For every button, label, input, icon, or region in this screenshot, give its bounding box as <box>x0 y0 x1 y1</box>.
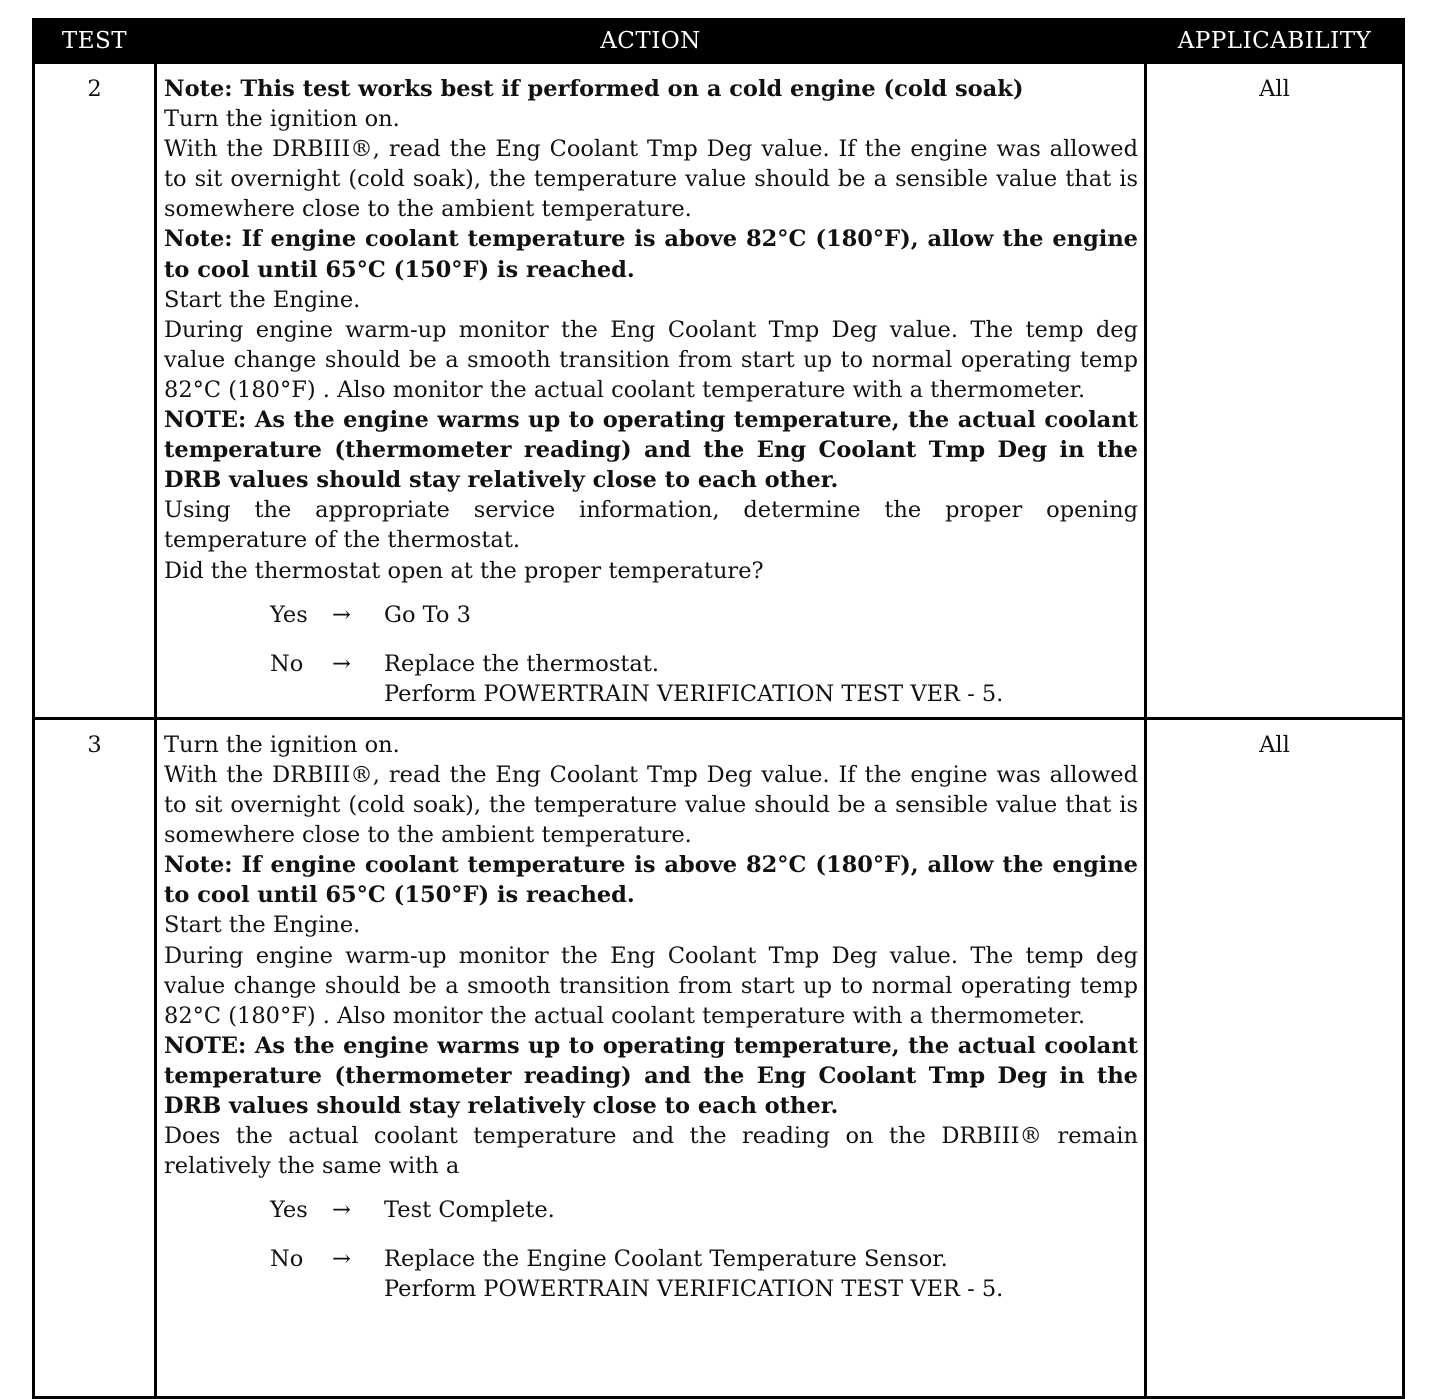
header-action: ACTION <box>156 20 1146 63</box>
action-cell <box>156 63 1146 719</box>
step-text: Start the Engine. <box>164 286 361 313</box>
step-text: Does the actual coolant temperature and the reading on the DRBIII® remain relatively the same with a <box>164 1123 1138 1180</box>
step-text: Start the Engine. <box>164 912 361 939</box>
applicability-value: All <box>1146 63 1404 719</box>
step-text: Using the appropriate service information, determine the proper opening temperature of the thermostat. <box>164 497 1138 554</box>
applicability-value: All <box>1146 718 1404 1397</box>
note-text: Note: If engine coolant temperature is above 82°C (180°F), allow the engine to cool until 65°C (150°F) is reached. <box>164 226 1138 283</box>
step-text: With the DRBIII®, read the Eng Coolant Tmp Deg value. If the engine was allowed to sit overnight (cold soak), the temperature value should be a sensible value that is somewhere close to the ambient temperature. <box>164 136 1138 223</box>
note-text: NOTE: As the engine warms up to operating temperature, the actual coolant temperature (thermometer reading) and the Eng Coolant Tmp Deg in the DRB values should stay relatively close to each other. <box>164 407 1138 494</box>
outcome-answer: Yes <box>270 601 308 628</box>
header-test: TEST <box>34 20 156 63</box>
action-steps <box>164 74 1138 586</box>
action-cell <box>156 718 1146 1397</box>
step-text: During engine warm-up monitor the Eng Coolant Tmp Deg value. The temp deg value change should be a smooth transition from start up to normal operating temp 82°C (180°F) . Also monitor the actual coolant temperature with a thermometer. <box>164 942 1138 1029</box>
table-header-row <box>34 20 1404 63</box>
outcome-result-line: Perform POWERTRAIN VERIFICATION TEST VER - 5. <box>384 1276 1004 1303</box>
outcome-yes <box>270 600 1138 630</box>
arrow-right-icon: → <box>332 1197 351 1224</box>
outcome-answer: No <box>270 650 304 677</box>
outcome-result-line: Replace the thermostat. <box>384 650 660 677</box>
outcome-answer: No <box>270 1246 304 1273</box>
step-text: With the DRBIII®, read the Eng Coolant Tmp Deg value. If the engine was allowed to sit overnight (cold soak), the temperature value should be a sensible value that is somewhere close to the ambient temperature. <box>164 761 1138 849</box>
outcome-result <box>384 600 1138 630</box>
test-number: 3 <box>34 718 156 1397</box>
test-row <box>34 718 1404 1397</box>
outcome-result <box>384 1195 1138 1225</box>
arrow-right-icon: → <box>332 650 351 677</box>
outcome-result-line: Replace the Engine Coolant Temperature Sensor. <box>384 1246 948 1273</box>
outcome-no <box>270 1244 1138 1304</box>
step-text: Turn the ignition on. <box>164 106 400 133</box>
outcome-list <box>270 1195 1138 1304</box>
action-steps <box>164 730 1138 1181</box>
outcome-result-line: Go To 3 <box>384 601 471 628</box>
outcome-result <box>384 649 1138 709</box>
note-text: NOTE: As the engine warms up to operating temperature, the actual coolant temperature (thermometer reading) and the Eng Coolant Tmp Deg in the DRB values should stay relatively close to each other. <box>164 1032 1138 1119</box>
outcome-result-line: Perform POWERTRAIN VERIFICATION TEST VER - 5. <box>384 680 1004 707</box>
outcome-result <box>384 1244 1138 1304</box>
arrow-right-icon: → <box>332 601 351 628</box>
outcome-no <box>270 649 1138 709</box>
test-number: 2 <box>34 63 156 719</box>
outcome-result-line: Test Complete. <box>384 1197 555 1224</box>
note-text: Note: If engine coolant temperature is above 82°C (180°F), allow the engine to cool until 65°C (150°F) is reached. <box>164 852 1138 909</box>
diagnostic-test-table <box>32 18 1405 1399</box>
outcome-list <box>270 600 1138 709</box>
header-applicability: APPLICABILITY <box>1146 20 1404 63</box>
step-text: Did the thermostat open at the proper temperature? <box>164 557 764 584</box>
note-text: Note: This test works best if performed on a cold engine (cold soak) <box>164 76 1024 102</box>
outcome-answer: Yes <box>270 1197 308 1224</box>
diagnostic-procedure-page <box>32 18 1402 1328</box>
step-text: During engine warm-up monitor the Eng Coolant Tmp Deg value. The temp deg value change should be a smooth transition from start up to normal operating temp 82°C (180°F) . Also monitor the actual coolant temperature with a thermometer. <box>164 316 1138 403</box>
outcome-yes <box>270 1195 1138 1225</box>
step-text: Turn the ignition on. <box>164 731 400 758</box>
arrow-right-icon: → <box>332 1246 351 1273</box>
test-row <box>34 63 1404 719</box>
